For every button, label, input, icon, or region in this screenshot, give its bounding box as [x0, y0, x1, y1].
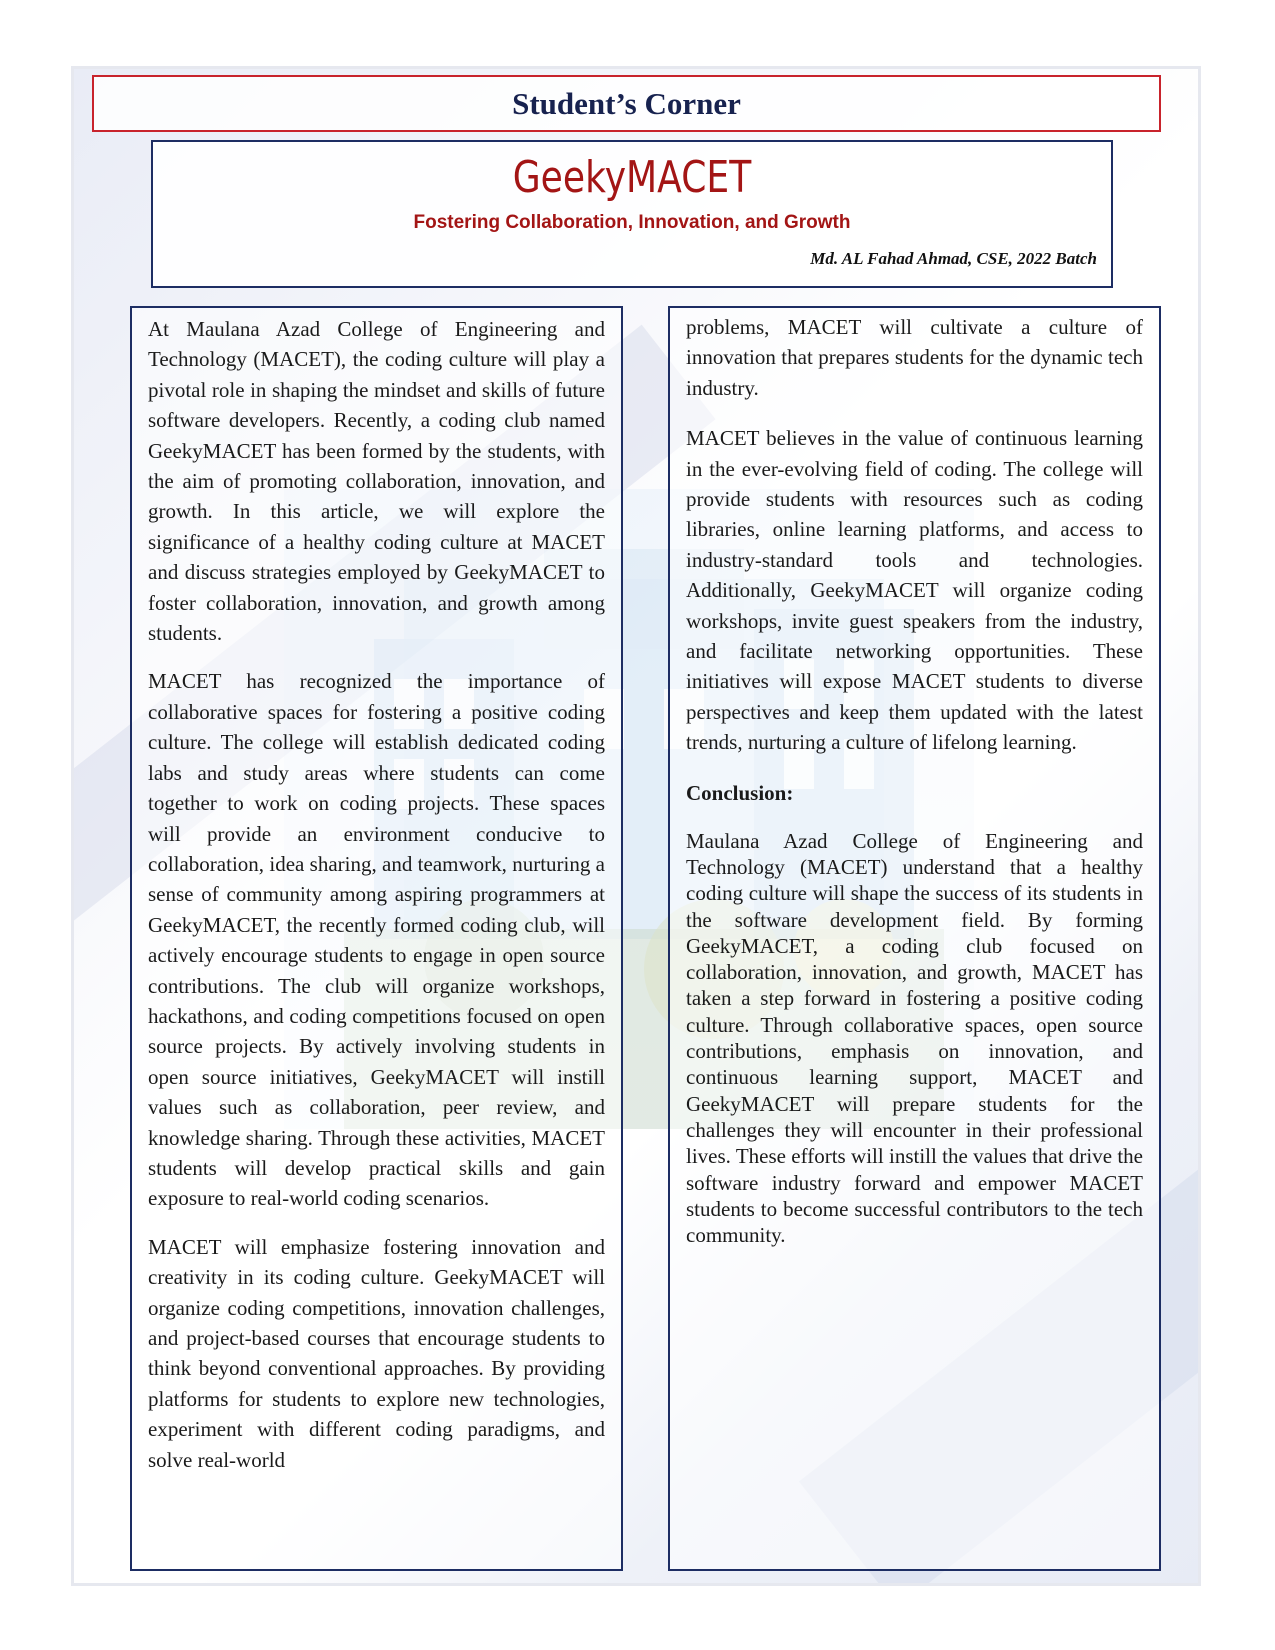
left-text-column	[130, 306, 623, 1571]
conclusion-paragraph: Maulana Azad College of Engineering and Technology (MACET) understand that a healthy coding culture will shape the success of its students in the software development field. By forming GeekyMACET, a coding club focused on collaboration, innovation, and growth, MACET has taken a step forward in fostering a positive coding culture. Through collaborative spaces, open source contributions, emphasis on innovation, and continuous learning support, MACET and GeekyMACET will prepare students for the challenges they will encounter in their professional lives. These efforts will instill the values that drive the software industry forward and empower MACET students to become successful contributors to the tech community.	[686, 828, 1143, 1248]
paragraph: problems, MACET will cultivate a culture of innovation that prepares students for the dynamic tech industry.	[686, 315, 1143, 400]
banner-title: Student’s Corner	[512, 85, 741, 121]
paragraph: MACET has recognized the importance of collaborative spaces for fostering a positive coding culture. The college will establish dedicated coding labs and study areas where students can come together to work on coding projects. These spaces will provide an environment conducive to collaboration, idea sharing, and teamwork, nurturing a sense of community among aspiring programmers at GeekyMACET, the recently formed coding club, will actively encourage students to engage in open source contributions. The club will organize workshops, hackathons, and coding competitions focused on open source projects. By actively involving students in open source initiatives, GeekyMACET will instill values such as collaboration, peer review, and knowledge sharing. Through these activities, MACET students will develop practical skills and gain exposure to real-world coding scenarios.	[148, 669, 605, 1211]
paragraph: At Maulana Azad College of Engineering and Technology (MACET), the coding culture will play a pivotal role in shaping the mindset and skills of future software developers. Recently, a coding club named GeekyMACET has been formed by the students, with the aim of promoting collaboration, innovation, and growth. In this article, we will explore the significance of a healthy coding culture at MACET and discuss strategies employed by GeekyMACET to foster collaboration, innovation, and growth among students.	[148, 317, 605, 646]
club-title: GeekyMACET	[512, 152, 752, 203]
article-subtitle: Fostering Collaboration, Innovation, and Growth	[413, 212, 851, 233]
conclusion-heading: Conclusion:	[686, 780, 794, 805]
author-byline: Md. AL Fahad Ahmad, CSE, 2022 Batch	[810, 249, 1097, 268]
paragraph: MACET believes in the value of continuous learning in the ever-evolving field of coding. The college will provide students with resources such as coding libraries, online learning platforms, and access to industry-standard tools and technologies. Additionally, GeekyMACET will organize coding workshops, invite guest speakers from the industry, and facilitate networking opportunities. These initiatives will expose MACET students to diverse perspectives and keep them updated with the latest trends, nurturing a culture of lifelong learning.	[686, 426, 1143, 755]
right-text-column	[668, 306, 1161, 1571]
paragraph: MACET will emphasize fostering innovation and creativity in its coding culture. GeekyMACET will organize coding competitions, innovation challenges, and project-based courses that encourage students to think beyond conventional approaches. By providing platforms for students to explore new technologies, experiment with different coding paradigms, and solve real-world	[148, 1234, 605, 1472]
article-title-box	[151, 140, 1113, 288]
students-corner-banner	[92, 75, 1161, 132]
